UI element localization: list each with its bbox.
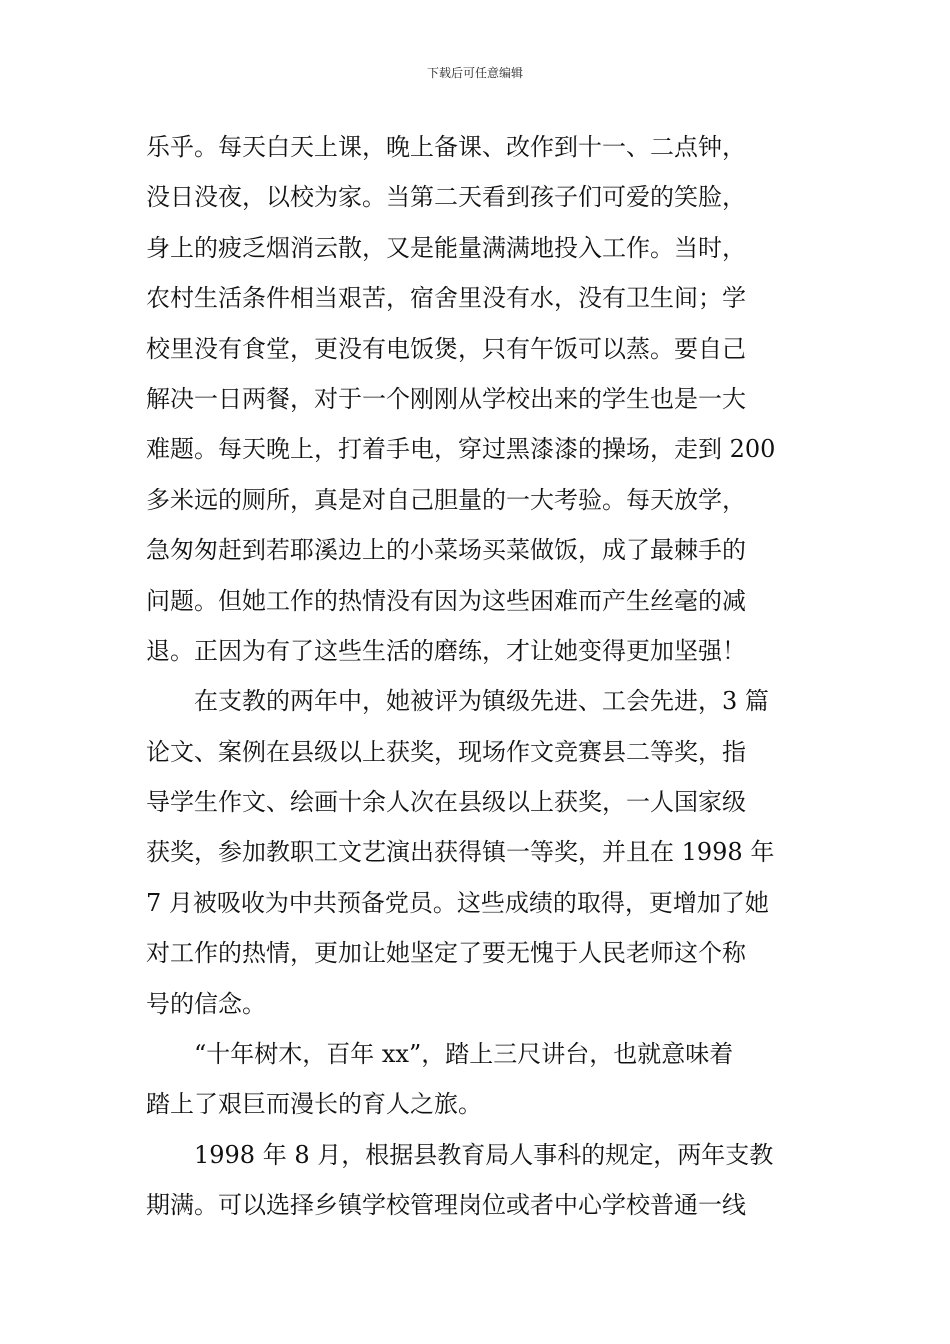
- text-line: 退。正因为有了这些生活的磨练，才让她变得更加坚强！: [146, 636, 746, 665]
- text-line: “十年树木，百年 xx”，踏上三尺讲台，也就意味着: [146, 1040, 734, 1069]
- text-line: 急匆匆赶到若耶溪边上的小菜场买菜做饭，成了最棘手的: [146, 536, 746, 565]
- text-line: 获奖，参加教职工文艺演出获得镇一等奖，并且在 1998 年: [146, 838, 775, 867]
- text-line: 乐乎。每天白天上课，晚上备课、改作到十一、二点钟，: [146, 133, 746, 161]
- text-line: 身上的疲乏烟消云散，又是能量满满地投入工作。当时，: [146, 233, 746, 262]
- text-line: 多米远的厕所，真是对自己胆量的一大考验。每天放学，: [146, 485, 746, 514]
- text-line: 难题。每天晚上，打着手电，穿过黑漆漆的操场，走到 200: [146, 435, 776, 464]
- text-line: 7 月被吸收为中共预备党员。这些成绩的取得，更增加了她: [146, 888, 769, 917]
- text-line: 对工作的热情，更加让她坚定了要无愧于人民老师这个称: [146, 939, 746, 968]
- text-line: 农村生活条件相当艰苦，宿舍里没有水，没有卫生间；学: [146, 284, 746, 313]
- text-line: 没日没夜，以校为家。当第二天看到孩子们可爱的笑脸，: [146, 183, 746, 212]
- text-line: 校里没有食堂，更没有电饭煲，只有午饭可以蒸。要自己: [146, 334, 746, 363]
- text-line: 踏上了艰巨而漫长的育人之旅。: [146, 1090, 482, 1119]
- text-line: 导学生作文、绘画十余人次在县级以上获奖，一人国家级: [146, 788, 746, 817]
- text-line: 解决一日两餐，对于一个刚刚从学校出来的学生也是一大: [146, 384, 746, 413]
- body-text: [146, 122, 826, 1231]
- text-line: 号的信念。: [146, 989, 266, 1018]
- page-header: 下载后可任意编辑: [426, 66, 523, 80]
- text-line: 期满。可以选择乡镇学校管理岗位或者中心学校普通一线: [146, 1191, 746, 1220]
- text-line: 在支教的两年中，她被评为镇级先进、工会先进，3 篇: [146, 687, 769, 716]
- text-line: 论文、案例在县级以上获奖，现场作文竞赛县二等奖，指: [146, 737, 746, 766]
- text-line: 1998 年 8 月，根据县教育局人事科的规定，两年支教: [146, 1140, 774, 1169]
- text-line: 问题。但她工作的热情没有因为这些困难而产生丝毫的减: [146, 586, 746, 615]
